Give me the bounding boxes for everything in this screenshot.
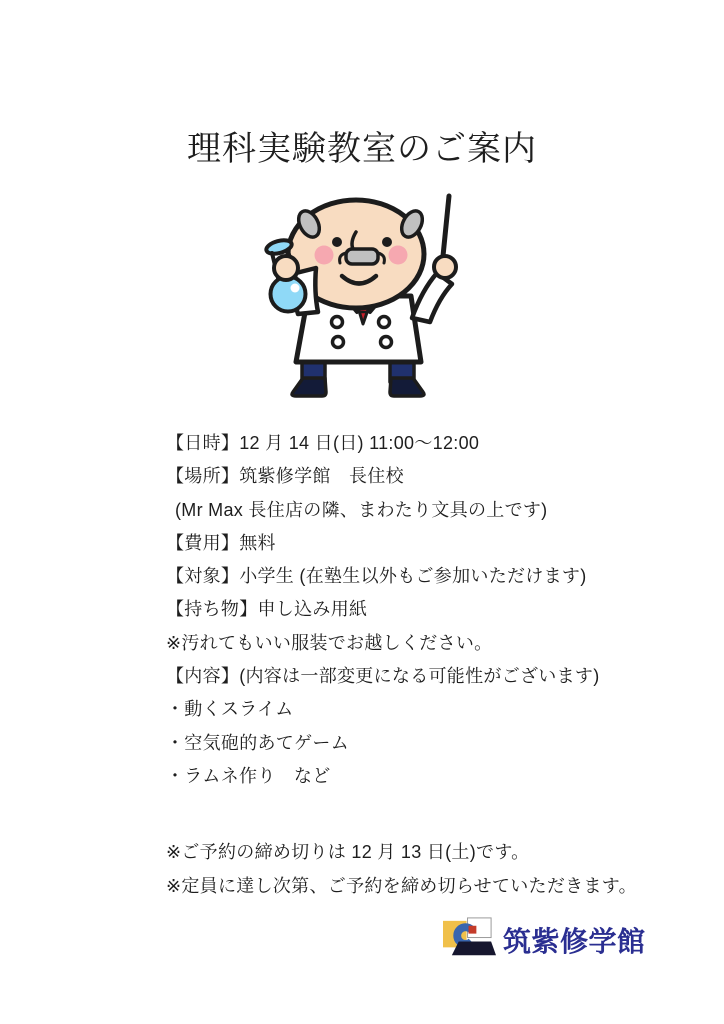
right-hand (434, 256, 456, 278)
contents-item: ・空気砲的あてゲーム (166, 732, 349, 753)
left-hand (274, 256, 298, 280)
page-title: 理科実験教室のご案内 (187, 130, 537, 168)
blank-gap (166, 793, 686, 836)
note-clothes: ※汚れてもいい服装でお越しください。 (166, 632, 493, 653)
school-logo-mark-icon (441, 913, 498, 966)
detail-datetime: 【日時】12 月 14 日(日) 11:00～12:00 (166, 433, 480, 453)
right-shoe (390, 378, 424, 396)
detail-contents-header: 【内容】(内容は一部変更になる可能性がございます) (166, 666, 600, 687)
detail-bring: 【持ち物】申し込み用紙 (166, 599, 368, 620)
right-eye (382, 237, 392, 247)
detail-fee: 【費用】無料 (166, 532, 276, 553)
coat-button (379, 317, 390, 328)
detail-target: 【対象】小学生 (在塾生以外もご参加いただけます) (166, 566, 587, 587)
left-eye (332, 237, 342, 247)
school-logo-text: 筑紫修学館 (503, 925, 646, 957)
left-shoe (292, 378, 326, 396)
note-capacity: ※定員に達し次第、ご予約を締め切らせていただきます。 (166, 875, 637, 896)
detail-location-note: (Mr Max 長住店の隣、まわたり文具の上です) (175, 499, 548, 520)
event-details (166, 427, 686, 903)
right-cheek (389, 246, 408, 265)
left-cheek (315, 246, 334, 265)
detail-location: 【場所】筑紫修学館 長住校 (166, 466, 404, 487)
contents-item: ・ラムネ作り など (166, 765, 331, 786)
coat-button (332, 317, 343, 328)
scientist-illustration (252, 192, 468, 404)
note-deadline: ※ご予約の締め切りは 12 月 13 日(土)です。 (166, 842, 530, 863)
coat-button (381, 337, 392, 348)
coat-button (333, 337, 344, 348)
school-logo (441, 913, 646, 966)
contents-item: ・動くスライム (166, 699, 294, 720)
mustache (346, 249, 378, 264)
flask-highlight (291, 284, 300, 293)
